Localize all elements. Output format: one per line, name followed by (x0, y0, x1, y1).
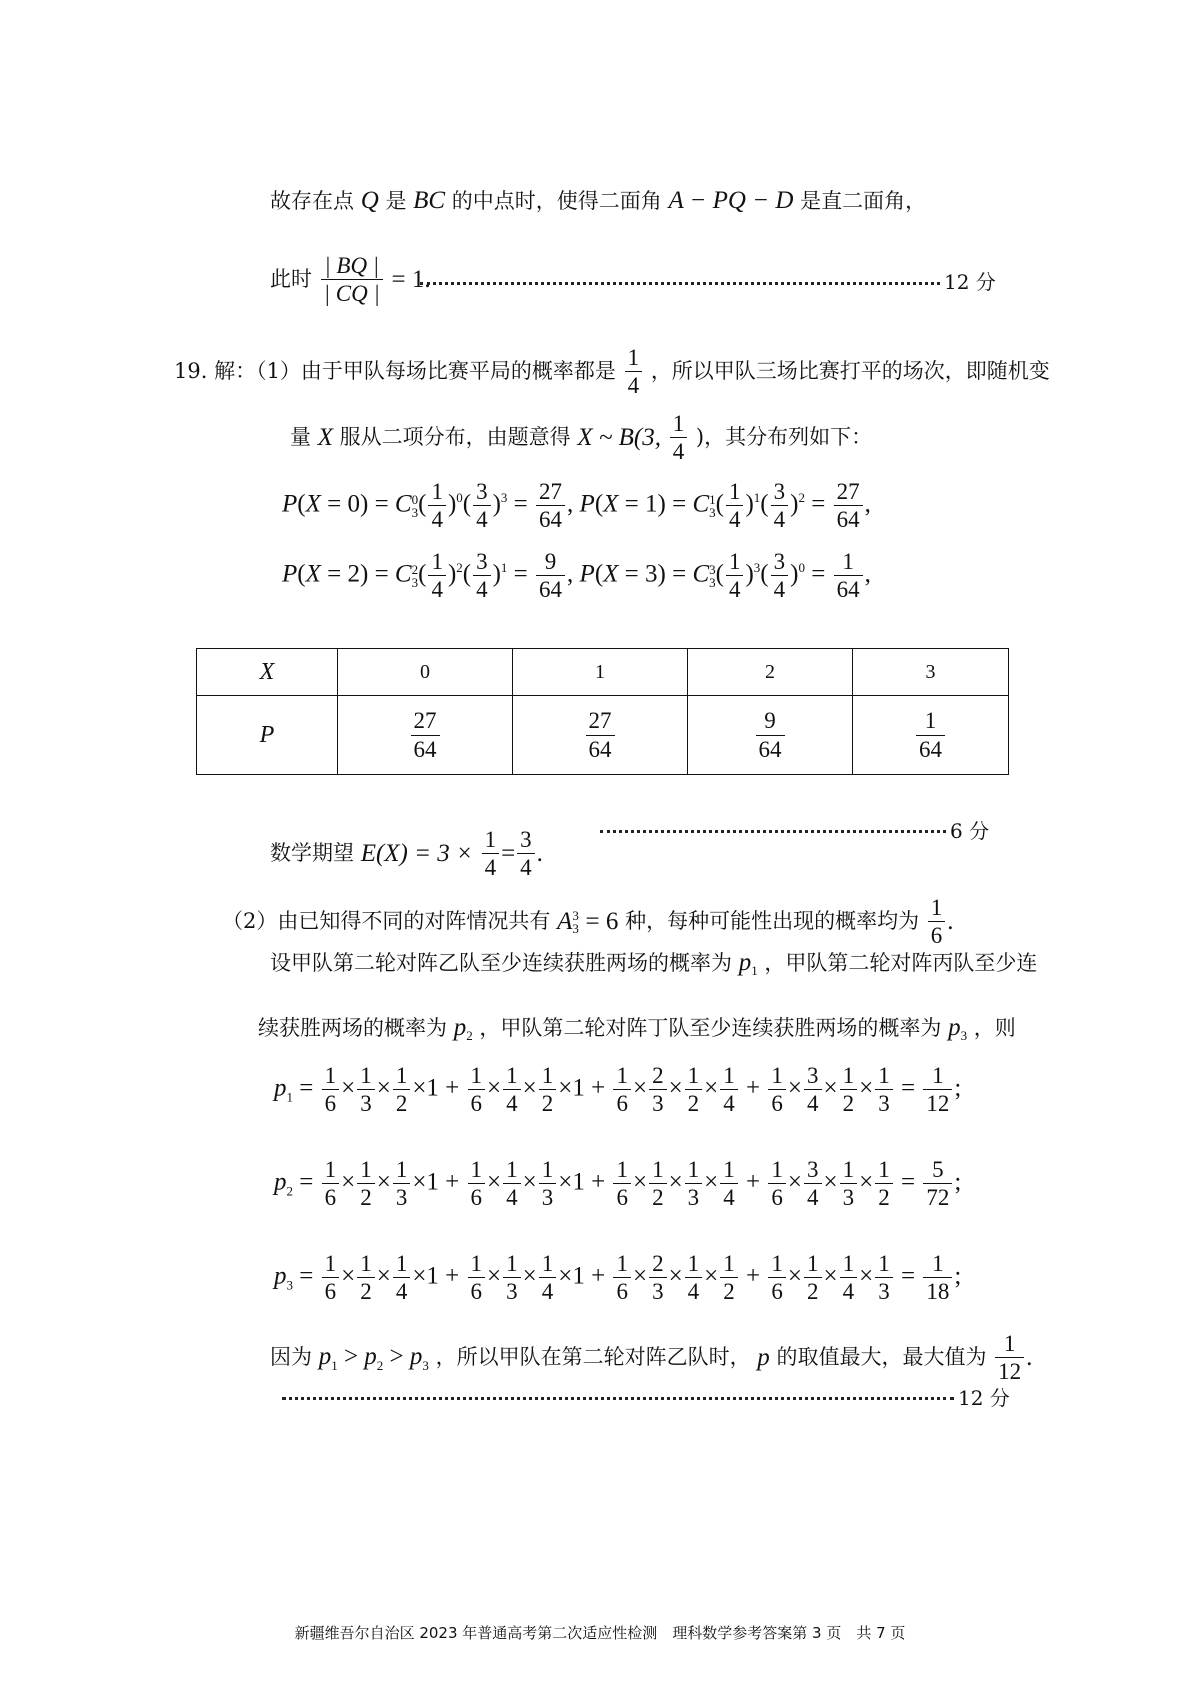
equation: = 1. (391, 266, 431, 294)
expectation-line: 数学期望 E(X) = 3 × $\frac{1}{4}$ = $\frac{3}{4}$ . (270, 827, 543, 881)
score-label: 6 分 (950, 819, 990, 843)
dihedral-angle: A − PQ − D (668, 187, 794, 214)
fraction: $\frac{1}{6}$ (928, 894, 946, 949)
binomial: X ~ B(3, (577, 424, 661, 452)
score-label: 12 分 (944, 270, 996, 294)
text: 因为 (270, 1345, 312, 1370)
prob-line-2: P(X = 2) = C 2 3 ( $\frac{1}{4}$ )$^2$( $\frac{3}{4}$ )$^1$ = $\frac{9}{64}$ , P(X = 3) = C 3 3 ( $\frac{1}{4}$ )$^3$( $\frac{3}{4}$ )$^0$ = $\frac{1}{64}$ , (282, 549, 871, 603)
table-row (197, 649, 1009, 696)
text: ，所以甲队三场比赛打平的场次，即随机变 (650, 359, 1050, 384)
q19-line2 (290, 410, 872, 465)
text: 此时 (270, 267, 312, 292)
dot-leader (600, 830, 946, 833)
header-cell: 1 (513, 649, 688, 696)
denominator: | CQ | (323, 281, 380, 307)
page-footer: 新疆维吾尔自治区 2023 年普通高考第二次适应性检测 理科数学参考答案第 3 页 共 7 页 (294, 1624, 906, 1642)
fraction (625, 344, 643, 399)
text: )，其分布列如下： (695, 425, 873, 450)
text: ，甲队第二轮对阵丁队至少连续获胜两场的概率为 (479, 1016, 942, 1040)
prob-cell: $\frac{27}{64}$ (513, 696, 688, 775)
text: 续获胜两场的概率为 (258, 1016, 447, 1040)
dot-leader (420, 282, 940, 285)
ratio-line (270, 252, 431, 307)
distribution-table (196, 648, 1009, 775)
text: 种，每种可能性出现的概率均为 (625, 909, 920, 934)
text: 服从二项分布，由题意得 (339, 425, 571, 450)
text: 设甲队第二轮对阵乙队至少连续获胜两场的概率为 (270, 951, 732, 975)
header-cell: 2 (688, 649, 853, 696)
text: 的中点时，使得二面角 (451, 189, 662, 213)
p1-equation: $p_1$ = $\frac{1}{6}$ × $\frac{1}{3}$ × $\frac{1}{2}$ ×1 + $\frac{1}{6}$ × $\frac{1}{4}$ × $\frac{1}{2}$ ×1 + $\frac{1}{6}$ × $\frac{2}{3}$ × $\frac{1}{2}$ × $\frac{1}{4}$ + $\frac{1}{6}$ × $\frac{3}{4}$ × $\frac{1}{2}$ × $\frac{1}{3}$ = $\frac{1}{12}$ ; (274, 1063, 962, 1117)
text: 19. 解：（1）由于甲队每场比赛平局的概率都是 (174, 359, 616, 384)
text: 数学期望 (270, 841, 354, 866)
text: 是 (385, 189, 407, 213)
text: 是直二面角， (800, 189, 927, 213)
prob-cell: $\frac{27}{64}$ (338, 696, 513, 775)
prob-cell: $\frac{9}{64}$ (688, 696, 853, 775)
header-cell: 0 (338, 649, 513, 696)
dot-leader (282, 1397, 954, 1400)
prob-line-1: P(X = 0) = C 0 3 ( $\frac{1}{4}$ )$^0$( $\frac{3}{4}$ )$^3$ = $\frac{27}{64}$ , P(X = 1) = C 1 3 ( $\frac{1}{4}$ )$^1$( $\frac{3}{4}$ )$^2$ = $\frac{27}{64}$ , (282, 479, 871, 533)
p3-equation: $p_3$ = $\frac{1}{6}$ × $\frac{1}{2}$ × $\frac{1}{4}$ ×1 + $\frac{1}{6}$ × $\frac{1}{3}$ × $\frac{1}{4}$ ×1 + $\frac{1}{6}$ × $\frac{2}{3}$ × $\frac{1}{4}$ × $\frac{1}{2}$ + $\frac{1}{6}$ × $\frac{1}{2}$ × $\frac{1}{4}$ × $\frac{1}{3}$ = $\frac{1}{18}$ ; (274, 1251, 962, 1305)
part2-line: （2）由已知得不同的对阵情况共有 A 3 3 = 6 种，每种可能性出现的概率均为 $\frac{1}{6}$ . (222, 895, 954, 949)
text: ，则 (973, 1016, 1016, 1040)
header-cell: 3 (853, 649, 1009, 696)
var-x: X (317, 424, 333, 452)
text: ，甲队第二轮对阵丙队至少连 (764, 951, 1038, 975)
p2-equation: $p_2$ = $\frac{1}{6}$ × $\frac{1}{2}$ × $\frac{1}{3}$ ×1 + $\frac{1}{6}$ × $\frac{1}{4}$ × $\frac{1}{3}$ ×1 + $\frac{1}{6}$ × $\frac{1}{2}$ × $\frac{1}{3}$ × $\frac{1}{4}$ + $\frac{1}{6}$ × $\frac{3}{4}$ × $\frac{1}{3}$ × $\frac{1}{2}$ = $\frac{5}{72}$ ; (274, 1157, 962, 1211)
text: 故存在点 (270, 189, 354, 213)
text: （2）由已知得不同的对阵情况共有 (222, 909, 551, 934)
numerator: 1 (625, 344, 643, 372)
header-cell: X (197, 649, 338, 696)
conclusion-line-2: 因为 $p_1 > p_2 > p_3$ ，所以甲队在第二轮对阵乙队时， p 的取值最大，最大值为 $\frac{1}{12}$ . (270, 1331, 1033, 1385)
denominator: 4 (627, 373, 640, 399)
expectation-formula: E(X) = 3 × (360, 840, 473, 868)
var-q: Q (360, 187, 379, 214)
ratio-fraction (321, 252, 383, 307)
fraction: $\frac{1}{4}$ (670, 410, 688, 465)
score-label: 12 分 (958, 1386, 1010, 1410)
text: 量 (290, 425, 311, 450)
var-bc: BC (413, 187, 446, 214)
numerator: | BQ | (321, 252, 383, 280)
text: ，所以甲队在第二轮对阵乙队时， (435, 1345, 751, 1370)
setup-line1: 设甲队第二轮对阵乙队至少连续获胜两场的概率为 $p_1$ ，甲队第二轮对阵丙队至少连 (270, 949, 1038, 979)
setup-line2: 续获胜两场的概率为 $p_2$ ，甲队第二轮对阵丁队至少连续获胜两场的概率为 $p_3$ ，则 (258, 1014, 1016, 1044)
row-label-cell: P (197, 696, 338, 775)
prob-cell: $\frac{1}{64}$ (853, 696, 1009, 775)
conclusion-line (270, 188, 926, 213)
text: 的取值最大，最大值为 (776, 1345, 987, 1370)
equation: = 6 (585, 908, 619, 936)
table-row (197, 696, 1009, 775)
q19-line1 (174, 344, 1050, 399)
